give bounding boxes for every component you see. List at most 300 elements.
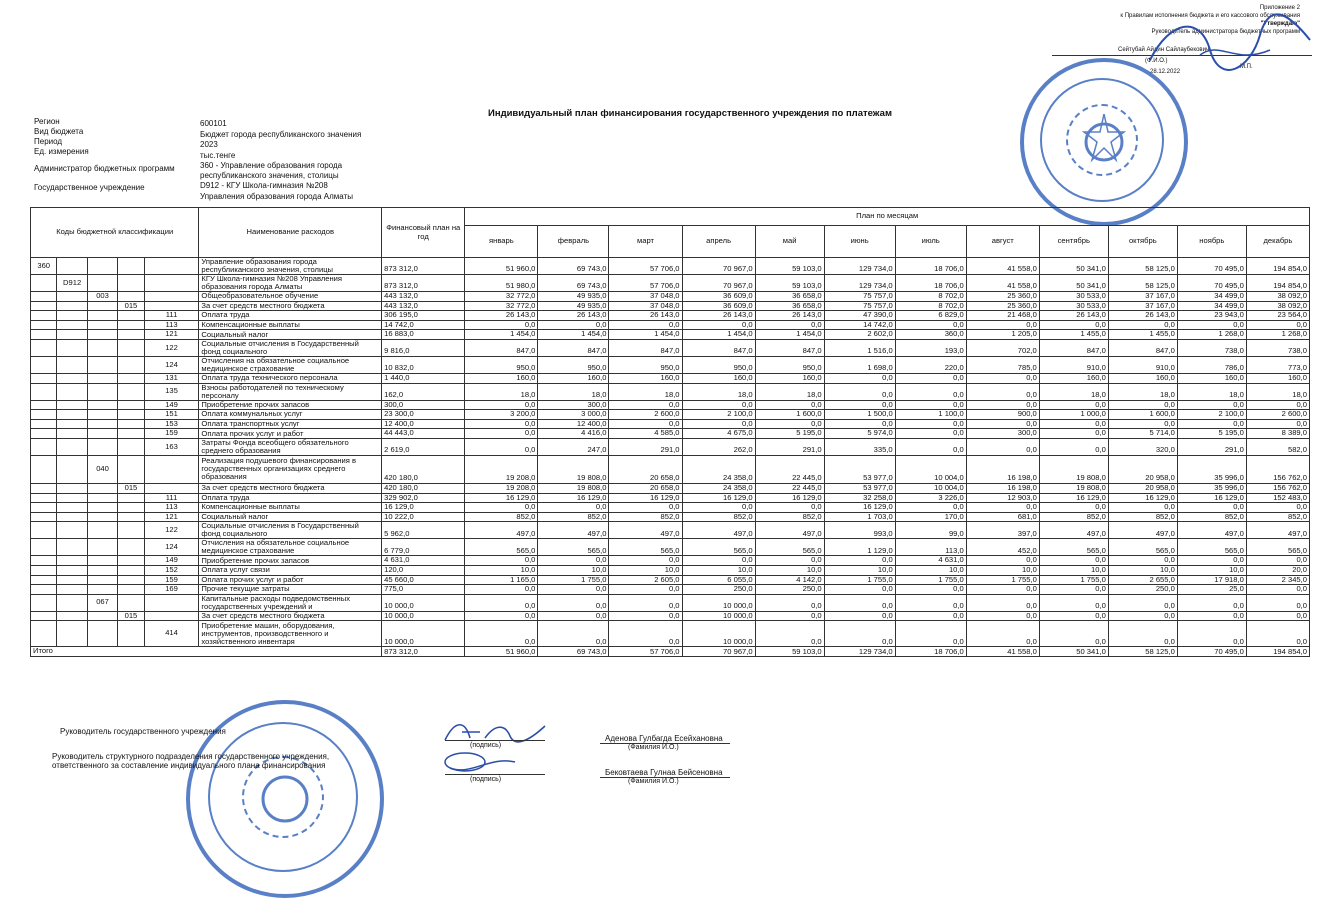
month-value-cell: 497,0 bbox=[1246, 522, 1309, 539]
month-value-cell: 0,0 bbox=[895, 373, 966, 383]
annual-cell: 443 132,0 bbox=[382, 301, 465, 311]
table-row bbox=[31, 611, 1310, 621]
month-value-cell: 57 706,0 bbox=[609, 258, 682, 275]
month-value-cell: 26 143,0 bbox=[1108, 311, 1177, 321]
month-value-cell: 0,0 bbox=[465, 429, 538, 439]
header-value: D912 - КГУ Школа-гимназия №208 bbox=[200, 181, 328, 190]
expense-name-cell: Приобретение машин, оборудования, инструментов, производственного и хозяйственного инвентаря bbox=[199, 621, 382, 647]
month-value-cell: 160,0 bbox=[1246, 373, 1309, 383]
month-value-cell: 1 100,0 bbox=[895, 410, 966, 420]
code-cell bbox=[87, 373, 117, 383]
month-value-cell: 156 762,0 bbox=[1246, 483, 1309, 493]
month-value-cell: 18,0 bbox=[609, 383, 682, 400]
code-cell bbox=[118, 339, 144, 356]
code-cell bbox=[118, 539, 144, 556]
code-cell bbox=[57, 373, 87, 383]
month-value-cell: 57 706,0 bbox=[609, 275, 682, 292]
month-value-cell: 681,0 bbox=[966, 512, 1039, 522]
month-value-cell: 70 495,0 bbox=[1177, 258, 1246, 275]
head-full-name: Аденова Гулбагда Есейхановна bbox=[605, 734, 723, 743]
month-value-cell: 0,0 bbox=[1246, 419, 1309, 429]
month-value-cell: 0,0 bbox=[538, 585, 609, 595]
month-value-cell: 0,0 bbox=[824, 383, 895, 400]
month-value-cell: 0,0 bbox=[465, 419, 538, 429]
code-cell bbox=[87, 301, 117, 311]
month-value-cell: 0,0 bbox=[609, 611, 682, 621]
table-row bbox=[31, 594, 1310, 611]
month-value-cell: 18,0 bbox=[538, 383, 609, 400]
month-value-cell: 156 762,0 bbox=[1246, 455, 1309, 483]
month-value-cell: 738,0 bbox=[1246, 339, 1309, 356]
code-cell bbox=[118, 455, 144, 483]
month-value-cell: 160,0 bbox=[682, 373, 755, 383]
month-value-cell: 160,0 bbox=[1108, 373, 1177, 383]
month-value-cell: 852,0 bbox=[1177, 512, 1246, 522]
code-cell: 159 bbox=[144, 429, 199, 439]
month-value-cell: 20 958,0 bbox=[1108, 455, 1177, 483]
month-value-cell: 852,0 bbox=[682, 512, 755, 522]
code-cell: 003 bbox=[87, 292, 117, 302]
month-value-cell: 565,0 bbox=[682, 539, 755, 556]
code-cell bbox=[31, 522, 57, 539]
month-header: декабрь bbox=[1246, 226, 1309, 258]
month-header: февраль bbox=[538, 226, 609, 258]
table-row bbox=[31, 512, 1310, 522]
month-value-cell: 26 143,0 bbox=[465, 311, 538, 321]
code-cell bbox=[118, 311, 144, 321]
month-value-cell: 0,0 bbox=[609, 503, 682, 513]
code-cell bbox=[144, 611, 199, 621]
struct-name-caption: (Фамилия И.О.) bbox=[628, 778, 679, 785]
month-header: январь bbox=[465, 226, 538, 258]
code-cell bbox=[118, 438, 144, 455]
month-value-cell: 4 142,0 bbox=[755, 575, 824, 585]
code-cell bbox=[57, 575, 87, 585]
month-value-cell: 0,0 bbox=[1108, 611, 1177, 621]
code-cell bbox=[118, 320, 144, 330]
month-value-cell: 194 854,0 bbox=[1246, 258, 1309, 275]
month-value-cell: 0,0 bbox=[824, 373, 895, 383]
month-value-cell: 193,0 bbox=[895, 339, 966, 356]
month-value-cell: 300,0 bbox=[538, 400, 609, 410]
struct-signature-icon bbox=[440, 748, 520, 776]
code-cell bbox=[57, 483, 87, 493]
month-value-cell: 0,0 bbox=[966, 611, 1039, 621]
month-value-cell: 69 743,0 bbox=[538, 275, 609, 292]
code-cell bbox=[87, 611, 117, 621]
month-value-cell: 852,0 bbox=[1246, 512, 1309, 522]
month-value-cell: 17 918,0 bbox=[1177, 575, 1246, 585]
code-cell bbox=[57, 339, 87, 356]
expense-name-cell: Оплата прочих услуг и работ bbox=[199, 575, 382, 585]
month-value-cell: 5 714,0 bbox=[1108, 429, 1177, 439]
month-value-cell: 0,0 bbox=[966, 438, 1039, 455]
month-value-cell: 0,0 bbox=[609, 320, 682, 330]
expense-name-cell: Капитальные расходы подведомственных государственных учреждений и bbox=[199, 594, 382, 611]
month-value-cell: 0,0 bbox=[1108, 419, 1177, 429]
month-value-cell: 10 004,0 bbox=[895, 455, 966, 483]
month-value-cell: 1 455,0 bbox=[1108, 330, 1177, 340]
code-cell bbox=[57, 493, 87, 503]
month-value-cell: 18,0 bbox=[1246, 383, 1309, 400]
month-value-cell: 6 055,0 bbox=[682, 575, 755, 585]
header-value: 2023 bbox=[200, 140, 218, 149]
month-value-cell: 19 808,0 bbox=[1039, 455, 1108, 483]
month-value-cell: 1 454,0 bbox=[465, 330, 538, 340]
month-value-cell: 16 129,0 bbox=[824, 503, 895, 513]
expense-name-cell: За счет средств местного бюджета bbox=[199, 611, 382, 621]
month-value-cell: 0,0 bbox=[538, 621, 609, 647]
total-annual-cell: 873 312,0 bbox=[382, 647, 465, 657]
month-value-cell: 0,0 bbox=[1108, 621, 1177, 647]
month-value-cell: 50 341,0 bbox=[1039, 258, 1108, 275]
header-label: Вид бюджета bbox=[34, 127, 84, 136]
code-cell bbox=[31, 292, 57, 302]
code-cell: 414 bbox=[144, 621, 199, 647]
code-cell bbox=[87, 330, 117, 340]
total-month-cell: 57 706,0 bbox=[609, 647, 682, 657]
month-value-cell: 16 129,0 bbox=[1177, 493, 1246, 503]
month-value-cell: 0,0 bbox=[895, 320, 966, 330]
month-value-cell: 0,0 bbox=[1108, 400, 1177, 410]
code-cell bbox=[118, 429, 144, 439]
month-value-cell: 497,0 bbox=[1039, 522, 1108, 539]
month-value-cell: 0,0 bbox=[895, 503, 966, 513]
month-value-cell: 910,0 bbox=[1039, 356, 1108, 373]
code-cell bbox=[118, 292, 144, 302]
month-value-cell: 2 602,0 bbox=[824, 330, 895, 340]
month-value-cell: 0,0 bbox=[966, 621, 1039, 647]
month-value-cell: 0,0 bbox=[465, 556, 538, 566]
code-cell bbox=[57, 512, 87, 522]
month-value-cell: 129 734,0 bbox=[824, 275, 895, 292]
annual-cell: 120,0 bbox=[382, 565, 465, 575]
annual-cell: 10 222,0 bbox=[382, 512, 465, 522]
month-value-cell: 0,0 bbox=[1108, 556, 1177, 566]
month-value-cell: 0,0 bbox=[538, 503, 609, 513]
month-value-cell: 1 755,0 bbox=[538, 575, 609, 585]
month-value-cell: 0,0 bbox=[1246, 611, 1309, 621]
total-month-cell: 70 495,0 bbox=[1177, 647, 1246, 657]
annual-cell: 10 000,0 bbox=[382, 611, 465, 621]
month-value-cell: 993,0 bbox=[824, 522, 895, 539]
month-value-cell: 0,0 bbox=[609, 400, 682, 410]
month-value-cell: 59 103,0 bbox=[755, 275, 824, 292]
month-value-cell: 0,0 bbox=[1246, 556, 1309, 566]
month-value-cell: 14 742,0 bbox=[824, 320, 895, 330]
month-value-cell: 0,0 bbox=[895, 429, 966, 439]
month-value-cell: 0,0 bbox=[1039, 429, 1108, 439]
approval-date: 28.12.2022 bbox=[1150, 69, 1181, 75]
code-cell bbox=[87, 512, 117, 522]
code-cell: 113 bbox=[144, 320, 199, 330]
code-cell bbox=[57, 585, 87, 595]
month-value-cell: 0,0 bbox=[1039, 594, 1108, 611]
expense-name-cell: Приобретение прочих запасов bbox=[199, 400, 382, 410]
month-value-cell: 0,0 bbox=[1039, 585, 1108, 595]
header-label: Государственное учреждение bbox=[34, 183, 145, 192]
expense-name-cell: Оплата труда bbox=[199, 493, 382, 503]
code-cell bbox=[31, 611, 57, 621]
code-cell bbox=[57, 311, 87, 321]
month-value-cell: 0,0 bbox=[609, 556, 682, 566]
table-row bbox=[31, 275, 1310, 292]
month-value-cell: 0,0 bbox=[1246, 585, 1309, 595]
code-cell bbox=[144, 292, 199, 302]
month-value-cell: 0,0 bbox=[682, 400, 755, 410]
annual-cell: 443 132,0 bbox=[382, 292, 465, 302]
table-row bbox=[31, 483, 1310, 493]
code-cell: 152 bbox=[144, 565, 199, 575]
code-cell: D912 bbox=[57, 275, 87, 292]
code-cell bbox=[57, 556, 87, 566]
month-value-cell: 1 703,0 bbox=[824, 512, 895, 522]
annual-cell: 10 832,0 bbox=[382, 356, 465, 373]
code-cell: 151 bbox=[144, 410, 199, 420]
month-value-cell: 291,0 bbox=[1177, 438, 1246, 455]
code-cell: 153 bbox=[144, 419, 199, 429]
month-value-cell: 0,0 bbox=[824, 419, 895, 429]
code-cell bbox=[118, 565, 144, 575]
table-row bbox=[31, 383, 1310, 400]
approver-name: Сейтубай Айдин Сайлаубекович bbox=[1118, 47, 1210, 53]
code-cell bbox=[31, 429, 57, 439]
month-value-cell: 847,0 bbox=[1108, 339, 1177, 356]
month-value-cell: 0,0 bbox=[966, 383, 1039, 400]
code-cell bbox=[144, 275, 199, 292]
header-value: тыс.тенге bbox=[200, 151, 236, 160]
month-value-cell: 497,0 bbox=[609, 522, 682, 539]
expense-name-cell: Оплата труда технического персонала bbox=[199, 373, 382, 383]
month-value-cell: 36 609,0 bbox=[682, 301, 755, 311]
month-value-cell: 360,0 bbox=[895, 330, 966, 340]
month-value-cell: 16 129,0 bbox=[538, 493, 609, 503]
codes-header: Коды бюджетной классификации bbox=[31, 208, 199, 258]
month-value-cell: 32 258,0 bbox=[824, 493, 895, 503]
code-cell bbox=[57, 539, 87, 556]
month-value-cell: 53 977,0 bbox=[824, 483, 895, 493]
code-cell bbox=[118, 400, 144, 410]
month-value-cell: 1 516,0 bbox=[824, 339, 895, 356]
month-value-cell: 262,0 bbox=[682, 438, 755, 455]
month-value-cell: 950,0 bbox=[609, 356, 682, 373]
month-value-cell: 1 129,0 bbox=[824, 539, 895, 556]
annual-cell: 45 660,0 bbox=[382, 575, 465, 585]
month-value-cell: 0,0 bbox=[465, 320, 538, 330]
expense-name-cell: Реализация подушевого финансирования в государственных организациях среднего образования bbox=[199, 455, 382, 483]
month-value-cell: 70 495,0 bbox=[1177, 275, 1246, 292]
month-value-cell: 1 454,0 bbox=[755, 330, 824, 340]
annual-cell: 329 902,0 bbox=[382, 493, 465, 503]
month-value-cell: 5 195,0 bbox=[1177, 429, 1246, 439]
month-value-cell: 22 445,0 bbox=[755, 455, 824, 483]
code-cell bbox=[87, 438, 117, 455]
annual-cell: 873 312,0 bbox=[382, 275, 465, 292]
page-title: Индивидуальный план финансирования государственного учреждения по платежам bbox=[488, 108, 892, 119]
month-value-cell: 10 004,0 bbox=[895, 483, 966, 493]
month-value-cell: 950,0 bbox=[538, 356, 609, 373]
total-month-cell: 70 967,0 bbox=[682, 647, 755, 657]
annual-cell: 16 883,0 bbox=[382, 330, 465, 340]
code-cell bbox=[57, 400, 87, 410]
month-value-cell: 0,0 bbox=[538, 556, 609, 566]
head-sign-caption: (подпись) bbox=[470, 742, 502, 749]
month-value-cell: 565,0 bbox=[1108, 539, 1177, 556]
code-cell bbox=[31, 503, 57, 513]
code-cell: 113 bbox=[144, 503, 199, 513]
approver-caption: (Ф.И.О.) bbox=[1145, 58, 1168, 64]
month-value-cell: 23 564,0 bbox=[1246, 311, 1309, 321]
month-value-cell: 10,0 bbox=[755, 565, 824, 575]
month-value-cell: 565,0 bbox=[1177, 539, 1246, 556]
month-header: июль bbox=[895, 226, 966, 258]
month-value-cell: 565,0 bbox=[755, 539, 824, 556]
month-value-cell: 582,0 bbox=[1246, 438, 1309, 455]
annual-cell: 420 180,0 bbox=[382, 483, 465, 493]
month-value-cell: 0,0 bbox=[895, 611, 966, 621]
month-value-cell: 8 389,0 bbox=[1246, 429, 1309, 439]
month-value-cell: 0,0 bbox=[824, 585, 895, 595]
month-value-cell: 160,0 bbox=[609, 373, 682, 383]
code-cell bbox=[118, 621, 144, 647]
month-value-cell: 397,0 bbox=[966, 522, 1039, 539]
code-cell: 015 bbox=[118, 483, 144, 493]
code-cell bbox=[87, 556, 117, 566]
table-row bbox=[31, 320, 1310, 330]
approval-line: "Утверждаю" bbox=[1260, 21, 1300, 27]
table-row bbox=[31, 565, 1310, 575]
month-value-cell: 3 200,0 bbox=[465, 410, 538, 420]
month-value-cell: 0,0 bbox=[966, 320, 1039, 330]
code-cell bbox=[31, 565, 57, 575]
month-value-cell: 1 755,0 bbox=[966, 575, 1039, 585]
code-cell bbox=[31, 330, 57, 340]
total-month-cell: 69 743,0 bbox=[538, 647, 609, 657]
code-cell bbox=[144, 301, 199, 311]
month-value-cell: 58 125,0 bbox=[1108, 275, 1177, 292]
month-value-cell: 847,0 bbox=[538, 339, 609, 356]
total-month-cell: 18 706,0 bbox=[895, 647, 966, 657]
approval-line: Приложение 2 bbox=[1259, 5, 1300, 11]
code-cell bbox=[31, 575, 57, 585]
annual-cell: 306 195,0 bbox=[382, 311, 465, 321]
code-cell bbox=[57, 301, 87, 311]
month-value-cell: 0,0 bbox=[755, 556, 824, 566]
month-value-cell: 452,0 bbox=[966, 539, 1039, 556]
expense-name-cell: Оплата труда bbox=[199, 311, 382, 321]
table-row bbox=[31, 356, 1310, 373]
month-value-cell: 129 734,0 bbox=[824, 258, 895, 275]
table-row bbox=[31, 339, 1310, 356]
month-value-cell: 160,0 bbox=[1039, 373, 1108, 383]
month-value-cell: 847,0 bbox=[755, 339, 824, 356]
month-value-cell: 53 977,0 bbox=[824, 455, 895, 483]
code-cell bbox=[31, 320, 57, 330]
table-row bbox=[31, 258, 1310, 275]
code-cell bbox=[57, 621, 87, 647]
code-cell bbox=[31, 455, 57, 483]
code-cell bbox=[144, 455, 199, 483]
code-cell bbox=[31, 383, 57, 400]
annual-cell: 162,0 bbox=[382, 383, 465, 400]
code-cell bbox=[31, 275, 57, 292]
month-value-cell: 37 048,0 bbox=[609, 301, 682, 311]
code-cell bbox=[31, 556, 57, 566]
code-cell bbox=[87, 585, 117, 595]
code-cell bbox=[144, 594, 199, 611]
month-value-cell: 26 143,0 bbox=[1039, 311, 1108, 321]
month-value-cell: 18,0 bbox=[465, 383, 538, 400]
month-value-cell: 4 416,0 bbox=[538, 429, 609, 439]
code-cell bbox=[118, 522, 144, 539]
code-cell: 121 bbox=[144, 512, 199, 522]
code-cell bbox=[87, 400, 117, 410]
approval-seal-label: М.П. bbox=[1240, 64, 1253, 70]
month-value-cell: 18 706,0 bbox=[895, 258, 966, 275]
month-value-cell: 99,0 bbox=[895, 522, 966, 539]
month-value-cell: 32 772,0 bbox=[465, 292, 538, 302]
month-value-cell: 1 755,0 bbox=[824, 575, 895, 585]
month-value-cell: 0,0 bbox=[1039, 400, 1108, 410]
code-cell bbox=[118, 512, 144, 522]
month-value-cell: 0,0 bbox=[465, 621, 538, 647]
code-cell bbox=[31, 373, 57, 383]
code-cell bbox=[31, 339, 57, 356]
month-value-cell: 23 943,0 bbox=[1177, 311, 1246, 321]
code-cell bbox=[87, 429, 117, 439]
month-value-cell: 1 000,0 bbox=[1039, 410, 1108, 420]
code-cell bbox=[118, 594, 144, 611]
code-cell bbox=[87, 275, 117, 292]
code-cell bbox=[87, 419, 117, 429]
code-cell bbox=[118, 330, 144, 340]
month-value-cell: 194 854,0 bbox=[1246, 275, 1309, 292]
code-cell bbox=[57, 320, 87, 330]
monthly-header: План по месяцам bbox=[465, 208, 1310, 226]
month-value-cell: 0,0 bbox=[1177, 556, 1246, 566]
month-value-cell: 10,0 bbox=[1108, 565, 1177, 575]
code-cell bbox=[57, 410, 87, 420]
code-cell: 135 bbox=[144, 383, 199, 400]
month-value-cell: 0,0 bbox=[538, 320, 609, 330]
month-value-cell: 0,0 bbox=[755, 594, 824, 611]
month-value-cell: 0,0 bbox=[966, 503, 1039, 513]
head-name-caption: (Фамилия И.О.) bbox=[628, 744, 679, 751]
official-stamp-top bbox=[1020, 58, 1188, 226]
month-value-cell: 20 658,0 bbox=[609, 483, 682, 493]
code-cell: 015 bbox=[118, 611, 144, 621]
month-value-cell: 0,0 bbox=[895, 621, 966, 647]
expense-name-cell: Прочие текущие затраты bbox=[199, 585, 382, 595]
month-value-cell: 2 600,0 bbox=[1246, 410, 1309, 420]
expense-name-cell: Затраты Фонда всеобщего обязательного среднего образования bbox=[199, 438, 382, 455]
expense-name-cell: Оплата прочих услуг и работ bbox=[199, 429, 382, 439]
month-value-cell: 10,0 bbox=[966, 565, 1039, 575]
code-cell bbox=[57, 330, 87, 340]
code-cell bbox=[57, 438, 87, 455]
expense-name-cell: Оплата услуг связи bbox=[199, 565, 382, 575]
code-cell: 067 bbox=[87, 594, 117, 611]
code-cell bbox=[118, 585, 144, 595]
struct-signature-label-2: ответственного за составление индивидуального плана финансирования bbox=[52, 761, 326, 770]
code-cell bbox=[31, 493, 57, 503]
month-value-cell: 3 226,0 bbox=[895, 493, 966, 503]
month-value-cell: 0,0 bbox=[465, 585, 538, 595]
month-value-cell: 0,0 bbox=[1108, 594, 1177, 611]
total-month-cell: 58 125,0 bbox=[1108, 647, 1177, 657]
month-header: сентябрь bbox=[1039, 226, 1108, 258]
month-value-cell: 19 808,0 bbox=[1039, 483, 1108, 493]
